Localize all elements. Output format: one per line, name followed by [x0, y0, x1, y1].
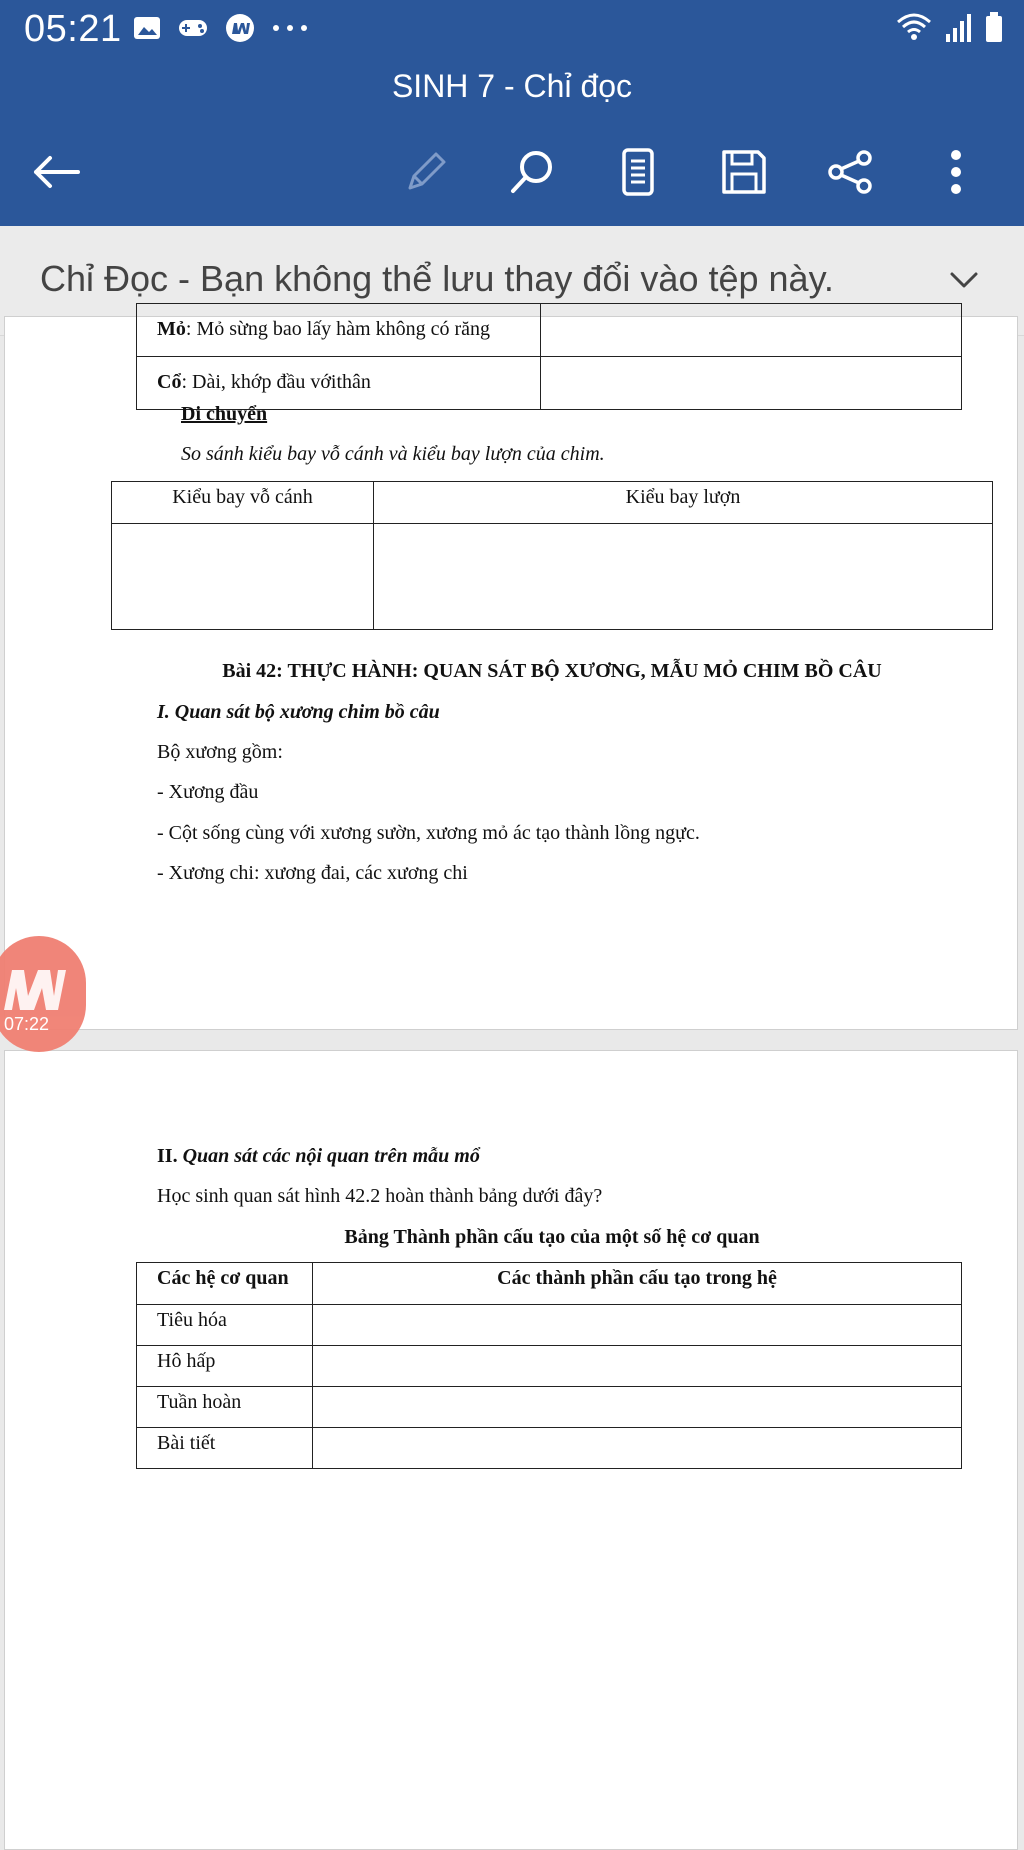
edit-button[interactable] — [390, 136, 462, 208]
battery-icon — [984, 10, 1004, 44]
compare-instruction: So sánh kiểu bay vỗ cánh và kiểu bay lượn của chim. — [181, 443, 605, 465]
table-header-cell: Kiểu bay vỗ cánh — [112, 482, 374, 524]
search-button[interactable] — [496, 136, 568, 208]
back-button[interactable] — [20, 136, 92, 208]
wifi-icon — [894, 10, 934, 44]
status-icons-right — [894, 10, 1004, 44]
messenger-m-icon — [0, 960, 68, 1020]
back-arrow-icon — [30, 152, 82, 192]
table-row — [137, 1428, 962, 1469]
table-row — [137, 1387, 962, 1428]
banner-expand-button[interactable] — [944, 260, 984, 300]
messenger-m-icon — [224, 12, 256, 44]
table-cell — [541, 357, 962, 410]
search-icon — [507, 147, 557, 197]
table-cell — [313, 1305, 962, 1346]
save-button[interactable] — [708, 136, 780, 208]
table-cell: Hô hấp — [137, 1346, 313, 1387]
table-cell: Mỏ: Mỏ sừng bao lấy hàm không có răng — [137, 304, 541, 357]
document-page-1 — [4, 316, 1018, 1030]
table-cell — [112, 524, 374, 630]
edit-pencil-icon — [402, 148, 450, 196]
more-vertical-icon — [949, 148, 963, 196]
table-cell — [541, 304, 962, 357]
skeleton-item: - Xương đầu — [157, 781, 259, 803]
more-options-button[interactable] — [920, 136, 992, 208]
skeleton-item: - Cột sống cùng với xương sườn, xương mỏ ác tạo thành lồng ngực. — [157, 822, 700, 844]
table-cell — [313, 1346, 962, 1387]
table-row — [137, 1346, 962, 1387]
status-time: 05:21 — [24, 8, 122, 50]
share-button[interactable] — [814, 136, 886, 208]
table-cell: Tiêu hóa — [137, 1305, 313, 1346]
gallery-icon — [132, 14, 162, 42]
chevron-down-icon — [948, 270, 980, 290]
share-icon — [826, 148, 874, 196]
bird-features-table — [136, 303, 962, 410]
section-heading-1: I. Quan sát bộ xương chim bồ câu — [157, 701, 440, 723]
status-bar — [0, 0, 1024, 56]
more-dots-icon — [270, 23, 310, 33]
skeleton-item: - Xương chi: xương đai, các xương chi — [157, 862, 468, 884]
game-controller-icon — [176, 14, 210, 42]
skeleton-intro: Bộ xương gồm: — [157, 741, 283, 763]
lesson-title: Bài 42: THỰC HÀNH: QUAN SÁT BỘ XƯƠNG, MẪU MỎ CHIM BỒ CÂU — [222, 660, 882, 682]
table-row — [137, 1305, 962, 1346]
reading-mode-icon — [621, 147, 655, 197]
signal-icon — [944, 10, 974, 44]
save-icon — [720, 148, 768, 196]
document-view[interactable] — [0, 318, 1024, 1820]
table-header-cell: Các hệ cơ quan — [137, 1263, 313, 1305]
bubble-time: 07:22 — [4, 1014, 50, 1034]
document-title: SINH 7 - Chỉ đọc — [391, 68, 633, 104]
section-heading-2: II. Quan sát các nội quan trên mẫu mổ — [157, 1145, 480, 1167]
table-cell: Bài tiết — [137, 1428, 313, 1469]
organ-instruction: Học sinh quan sát hình 42.2 hoàn thành bảng dưới đây? — [157, 1185, 603, 1207]
table-cell — [313, 1387, 962, 1428]
table-header-cell: Các thành phần cấu tạo trong hệ — [313, 1263, 962, 1305]
app-bar — [0, 56, 1024, 226]
reading-mode-button[interactable] — [602, 136, 674, 208]
table-cell: Tuần hoàn — [137, 1387, 313, 1428]
table-caption: Bảng Thành phần cấu tạo của một số hệ cơ quan — [344, 1226, 760, 1248]
organ-systems-table — [136, 1262, 962, 1469]
table-cell — [313, 1428, 962, 1469]
read-only-message: Chỉ Đọc - Bạn không thể lưu thay đổi vào tệp này. — [40, 258, 834, 299]
table-header-cell: Kiểu bay lượn — [374, 482, 993, 524]
flight-comparison-table — [111, 481, 993, 630]
document-page-2 — [4, 1050, 1018, 1850]
section-heading-di-chuyen: Di chuyển — [181, 403, 268, 425]
table-cell: Cổ: Dài, khớp đầu vớithân — [137, 357, 541, 410]
status-icons-left — [132, 12, 310, 44]
table-cell — [374, 524, 993, 630]
